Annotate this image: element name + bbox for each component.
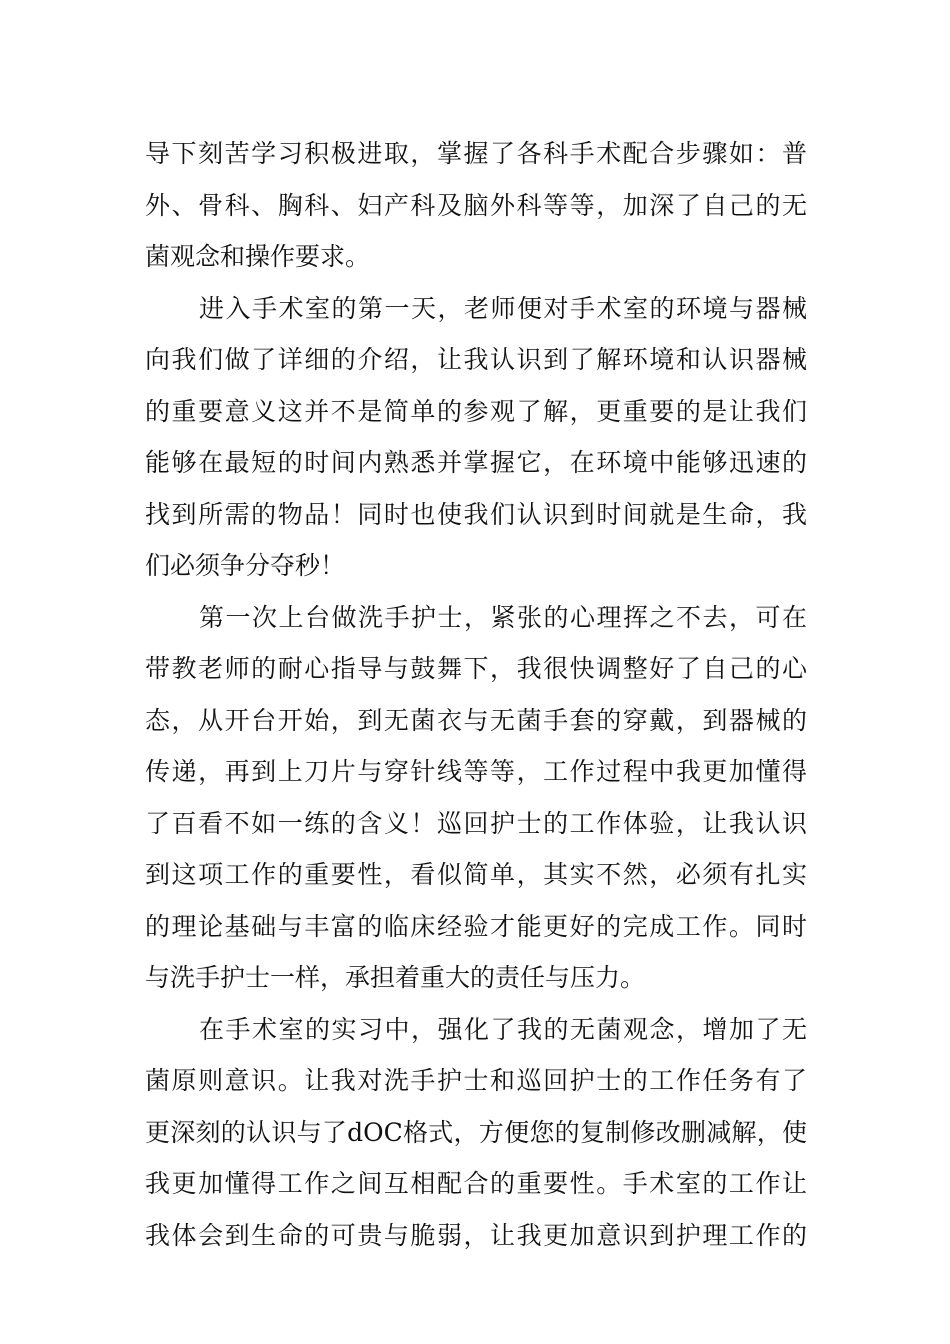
text-line: 的理论基础与丰富的临床经验才能更好的完成工作。同时 [145,911,807,941]
text-line: 了百看不如一练的含义！巡回护士的工作体验，让我认识 [145,808,807,838]
text-line: 带教老师的耐心指导与鼓舞下，我很快调整好了自己的心 [145,654,807,683]
text-line: 第一次上台做洗手护士，紧张的心理挥之不去，可在 [199,602,807,632]
text-line: 传递，再到上刀片与穿针线等等，工作过程中我更加懂得 [145,757,807,786]
text-line: 进入手术室的第一天，老师便对手术室的环境与器械 [199,293,807,323]
text-line: 找到所需的物品！同时也使我们认识到时间就是生命，我 [145,499,807,529]
text-line: 导下刻苦学习积极进取，掌握了各科手术配合步骤如：普 [145,139,807,168]
text-line: 菌观念和操作要求。 [145,242,371,271]
text-line: 我体会到生命的可贵与脆弱，让我更加意识到护理工作的 [145,1220,807,1250]
text-line: 向我们做了详细的介绍，让我认识到了解环境和认识器械 [145,345,807,374]
text-line: 我更加懂得工作之间互相配合的重要性。手术室的工作让 [145,1169,807,1198]
text-line: 们必须争分夺秒！ [145,551,346,580]
text-line: 与洗手护士一样，承担着重大的责任与压力。 [145,963,646,992]
text-line: 菌原则意识。让我对洗手护士和巡回护士的工作任务有了 [145,1066,807,1095]
text-line: 的重要意义这并不是简单的参观了解，更重要的是让我们 [145,396,807,426]
text-line: 在手术室的实习中，强化了我的无菌观念，增加了无 [199,1014,807,1044]
text-line: 态，从开台开始，到无菌衣与无菌手套的穿戴，到器械的 [145,705,807,735]
text-line: 外、骨科、胸科、妇产科及脑外科等等，加深了自己的无 [145,190,807,220]
text-line: 更深刻的认识与了dOC格式，方便您的复制修改删减解，使 [145,1117,807,1147]
text-line: 能够在最短的时间内熟悉并掌握它，在环境中能够迅速的 [145,448,807,477]
document-page [145,128,807,1261]
text-line: 到这项工作的重要性，看似简单，其实不然，必须有扎实 [145,860,807,889]
